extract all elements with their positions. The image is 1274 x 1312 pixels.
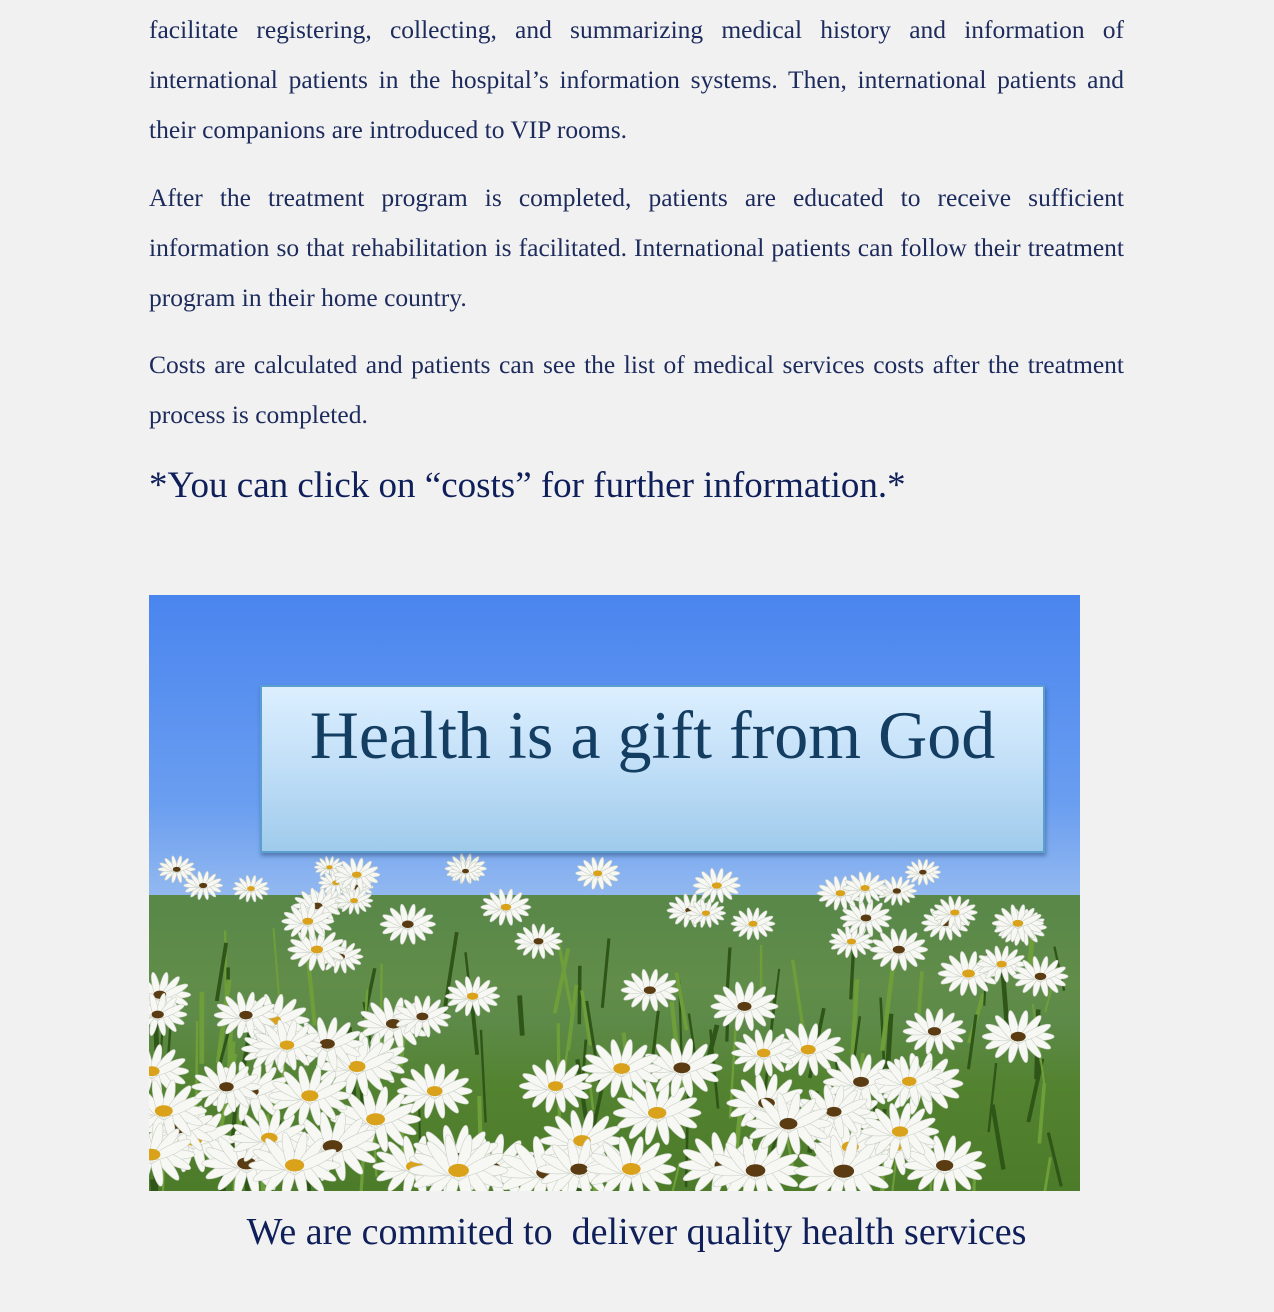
tagline: We are commited to deliver quality health services (246, 1211, 1027, 1253)
paragraph-costs: Costs are calculated and patients can see the list of medical services costs after the treatment process is completed. (149, 350, 1124, 429)
paragraph-rehabilitation: After the treatment program is completed, patients are educated to receive sufficient information so that rehabilitation is facilitated. International patients can follow their treatment program in their home country. (149, 183, 1124, 312)
health-banner (260, 685, 1045, 853)
daisy-field-photo (149, 595, 1080, 1191)
paragraph-registration: facilitate registering, collecting, and summarizing medical history and information of international patients in the hospital’s information systems. Then, international patients and their companions are introduced to VIP rooms. (149, 15, 1124, 144)
costs-note: *You can click on “costs” for further information.* (149, 465, 906, 506)
banner-title: Health is a gift from God (309, 697, 996, 773)
